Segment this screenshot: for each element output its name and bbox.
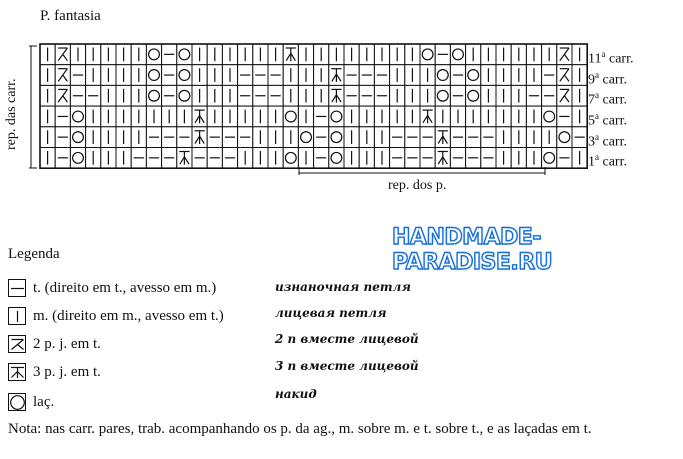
row-repeat-bracket — [29, 46, 37, 168]
row-label: 3$^a$ carr. — [588, 131, 627, 150]
legend-item-text: 2 p. j. em t. — [33, 335, 101, 352]
stitch-repeat-label: rep. dos p. — [388, 178, 447, 193]
legend-item — [8, 334, 101, 354]
row-label: 7$^a$ carr. — [588, 90, 627, 109]
legend-item-text: m. (direito em m., avesso em t.) — [33, 307, 224, 324]
row-label: 11$^a$ carr. — [588, 49, 634, 67]
note-text: Nota: nas carr. pares, trab. acompanhando os p. da ag., m. sobre m. e t. sobre t., e as laçadas em t. — [8, 421, 592, 437]
site-watermark-logo: HANDMADE-PARADISE.RU — [392, 225, 553, 275]
chart-row — [40, 106, 587, 127]
legend-item — [8, 392, 54, 412]
row-label: 1$^a$ carr. — [588, 152, 627, 171]
legend-item — [8, 278, 216, 298]
legend-item-russian: накид — [275, 387, 317, 401]
purl-dash-icon — [8, 279, 26, 297]
legend-title: Legenda — [8, 246, 60, 262]
yarn-over-icon — [8, 393, 26, 411]
legend-item — [8, 306, 224, 326]
k3tog-icon — [8, 363, 26, 381]
chart-row — [40, 65, 587, 86]
legend-item-text: 3 p. j. em t. — [33, 363, 101, 380]
legend-item-russian: 2 п вместе лицевой — [275, 332, 419, 346]
k2tog-icon — [12, 340, 24, 350]
row-label: 5$^a$ carr. — [588, 111, 627, 129]
legend-item — [8, 362, 101, 382]
knitting-chart — [0, 0, 683, 200]
chart-row — [40, 85, 587, 106]
legend-item-russian: изнаночная петля — [275, 280, 411, 294]
chart-row — [40, 44, 587, 65]
chart-title: P. fantasia — [40, 8, 101, 24]
legend-item-russian: 3 п вместе лицевой — [275, 359, 419, 373]
chart-row — [40, 148, 587, 169]
legend-item-text: laç. — [33, 393, 55, 410]
row-labels — [588, 44, 634, 171]
k3tog-icon — [11, 368, 24, 379]
knit-bar-icon — [8, 307, 26, 325]
row-label: 9$^a$ carr. — [588, 69, 627, 88]
chart-row — [40, 127, 587, 148]
row-repeat-label: rep. das carr. — [4, 78, 19, 150]
legend-item-text: t. (direito em t., avesso em m.) — [33, 279, 217, 296]
k2tog-icon — [8, 335, 26, 353]
legend-item-russian: лицевая петля — [275, 306, 387, 320]
yarn-over-icon — [11, 396, 25, 410]
